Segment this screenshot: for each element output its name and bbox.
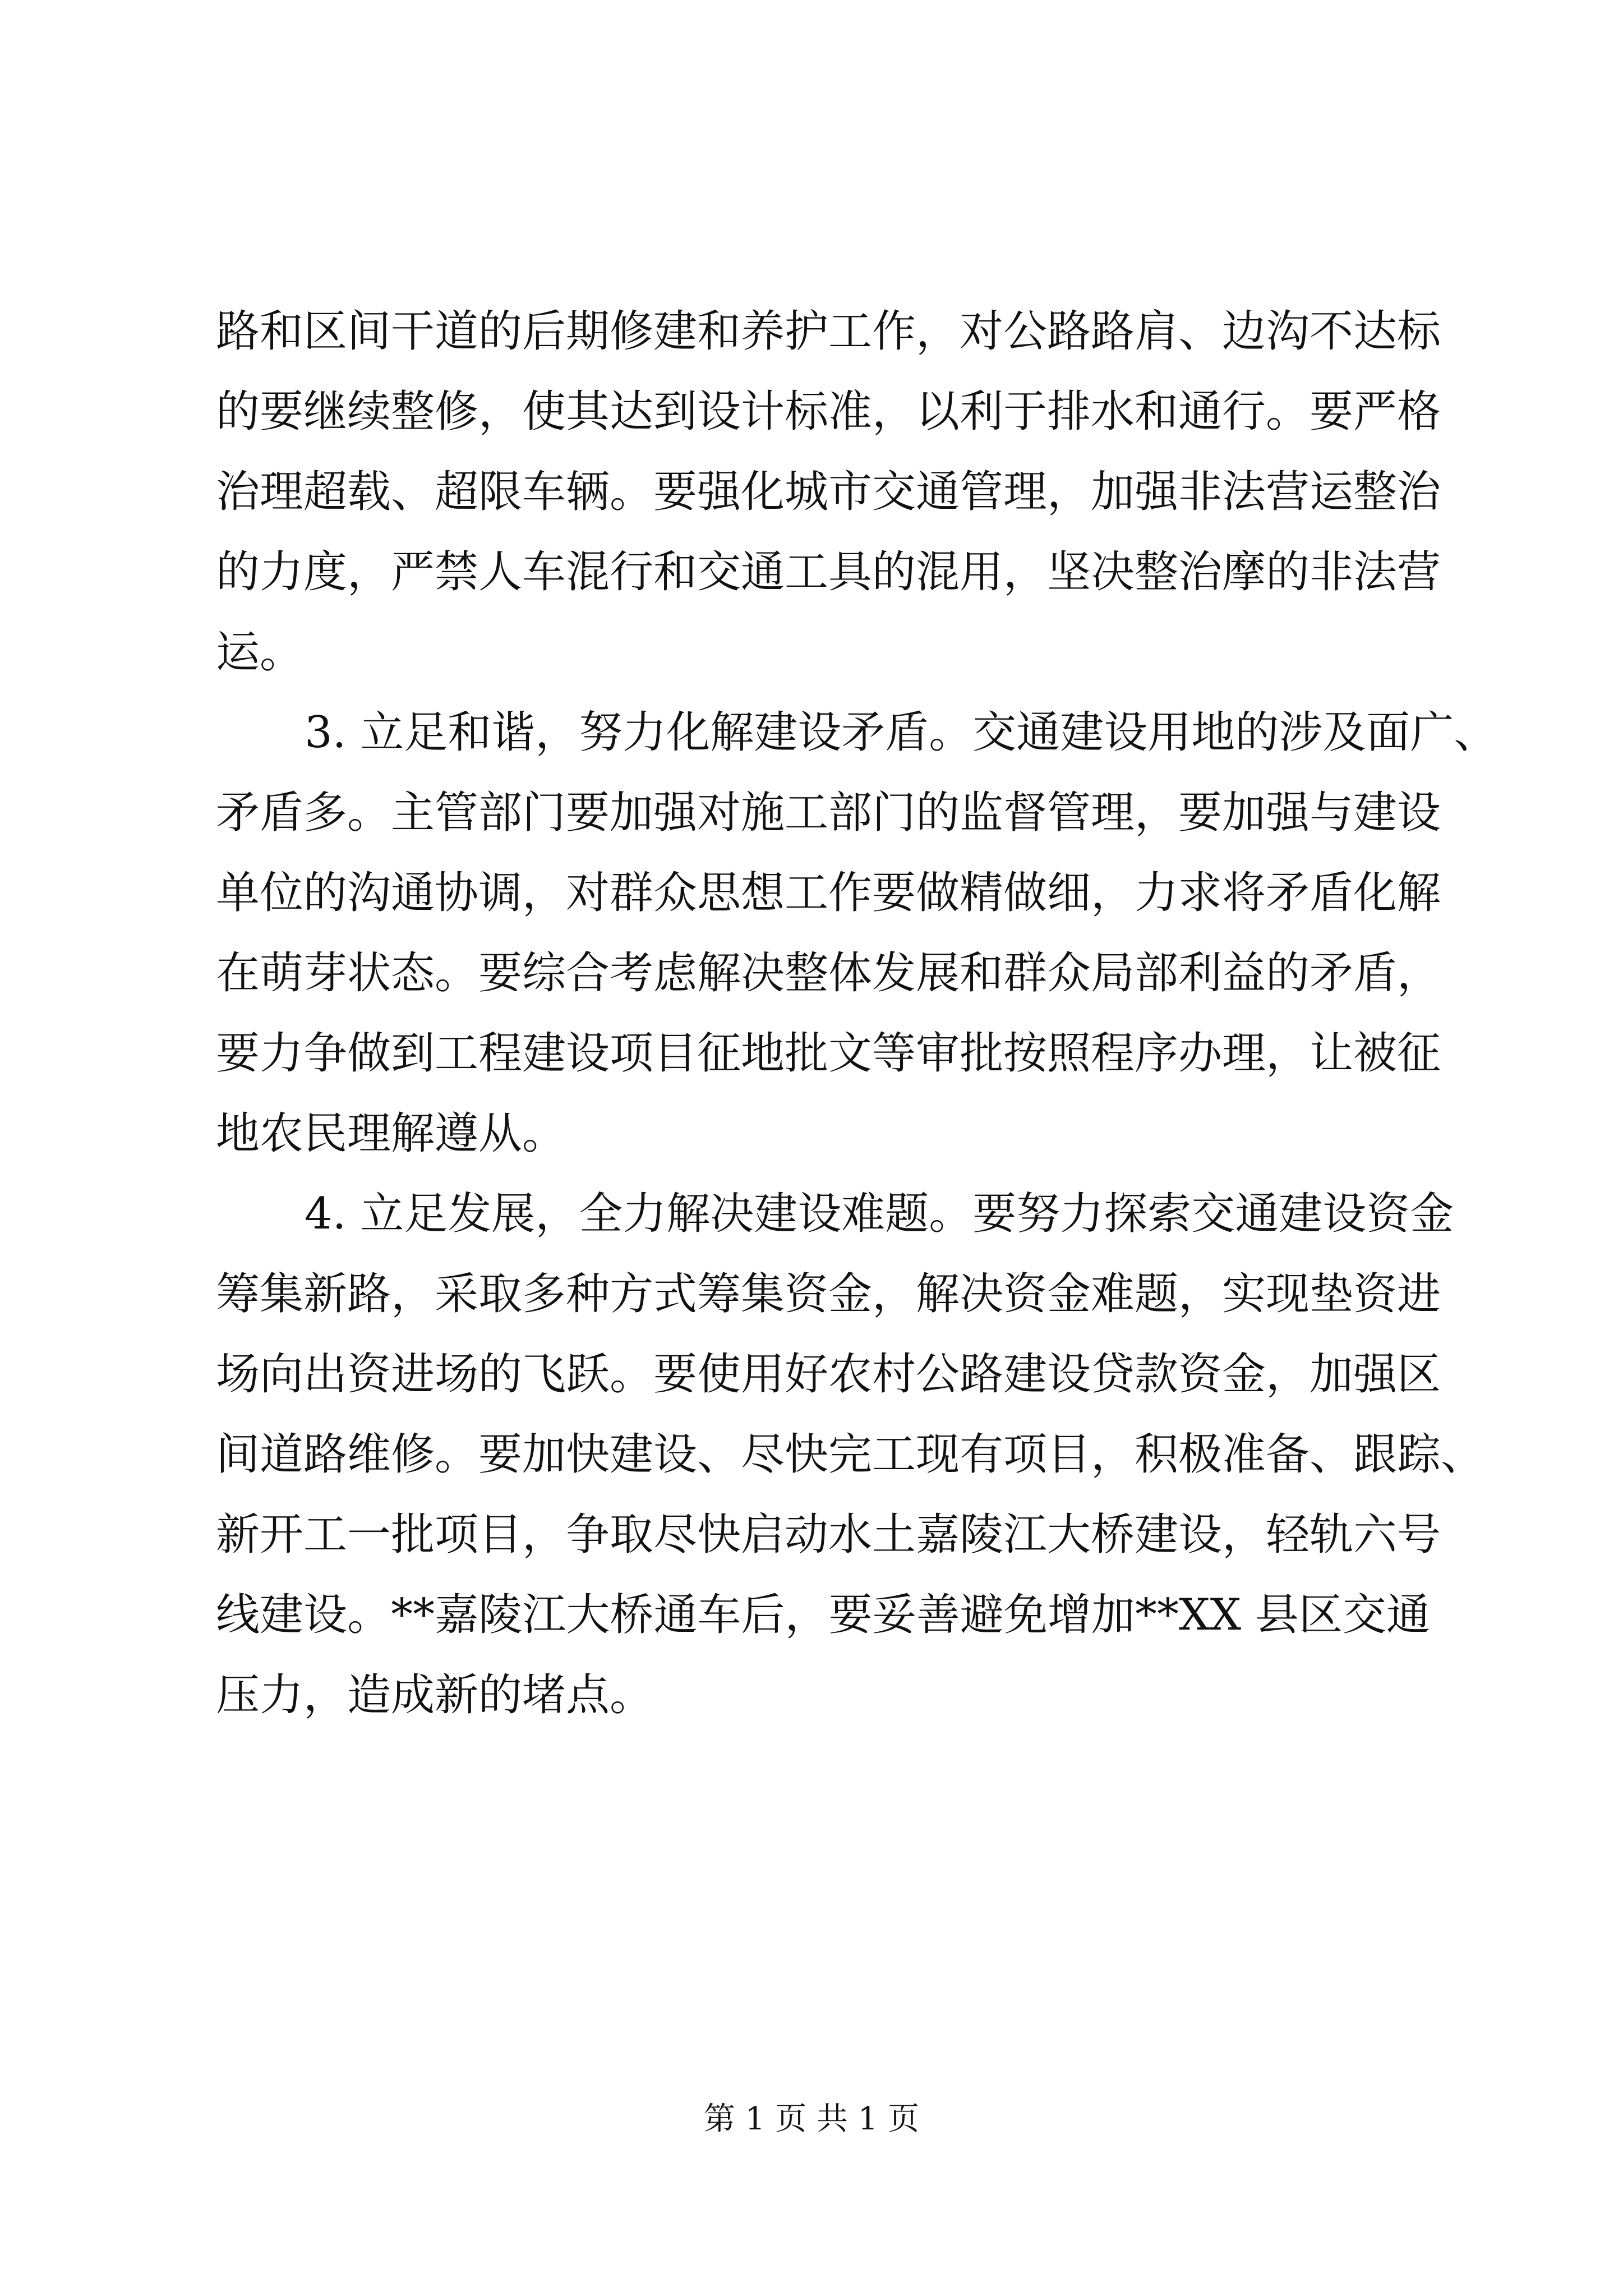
text-line: 在萌芽状态。要综合考虑解决整体发展和群众局部利益的矛盾， [216, 948, 1441, 999]
text-line: 间道路维修。要加快建设、尽快完工现有项目，积极准备、跟踪、 [216, 1429, 1485, 1480]
text-line: 场向出资进场的飞跃。要使用好农村公路建设贷款资金，加强区 [216, 1349, 1441, 1400]
text-line: 的力度，严禁人车混行和交通工具的混用，坚决整治摩的非法营 [216, 547, 1441, 597]
paragraph-3 [216, 1174, 1485, 1736]
text-line: 4. 立足发展，全力解决建设难题。要努力探索交通建设资金 [305, 1189, 1454, 1239]
text-line: 路和区间干道的后期修建和养护工作，对公路路肩、边沟不达标 [216, 306, 1441, 357]
text-line: 地农民理解遵从。 [216, 1108, 566, 1159]
paragraph-1 [216, 292, 1441, 693]
page-footer [0, 2097, 1623, 2142]
text-line: 3. 立足和谐，努力化解建设矛盾。交通建设用地的涉及面广、 [305, 707, 1498, 758]
text-line: 治理超载、超限车辆。要强化城市交通管理，加强非法营运整治 [216, 467, 1441, 517]
page-number-label: 第 1 页 共 1 页 [703, 2101, 920, 2137]
text-line: 矛盾多。主管部门要加强对施工部门的监督管理，要加强与建设 [216, 788, 1441, 838]
text-line: 压力，造成新的堵点。 [216, 1670, 654, 1720]
paragraph-2 [216, 693, 1498, 1174]
text-line: 要力争做到工程建设项目征地批文等审批按照程序办理，让被征 [216, 1028, 1441, 1079]
document-body [216, 292, 1498, 1736]
text-line: 线建设。**嘉陵江大桥通车后，要妥善避免增加**XX 县区交通 [216, 1590, 1430, 1640]
text-line: 新开工一批项目，争取尽快启动水土嘉陵江大桥建设，轻轨六号 [216, 1510, 1441, 1560]
text-line: 筹集新路，采取多种方式筹集资金，解决资金难题，实现垫资进 [216, 1269, 1441, 1319]
text-line: 的要继续整修，使其达到设计标准，以利于排水和通行。要严格 [216, 386, 1441, 437]
text-line: 运。 [216, 627, 304, 678]
text-line: 单位的沟通协调，对群众思想工作要做精做细，力求将矛盾化解 [216, 868, 1441, 918]
